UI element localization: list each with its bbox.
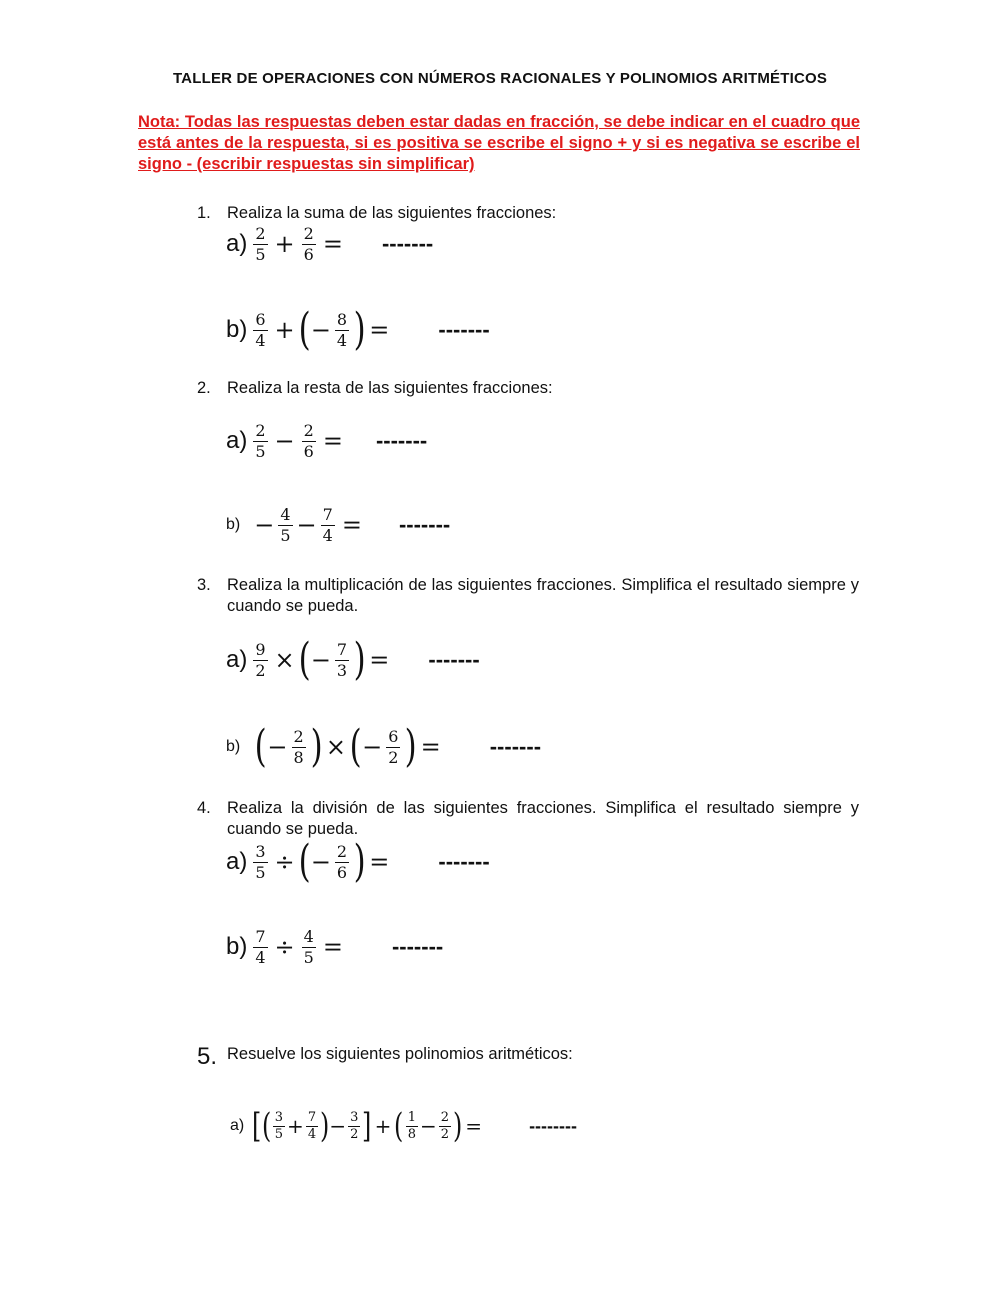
- fraction: $\frac{2}{6}$: [303, 420, 314, 461]
- left-paren: (: [298, 634, 311, 685]
- question-text: Realiza la suma de las siguientes fracciones:: [227, 204, 557, 222]
- answer-blank[interactable]: --------: [529, 1115, 578, 1136]
- fraction: $\frac{6}{2}$: [388, 726, 399, 767]
- question-text: Resuelve los siguientes polinomios aritméticos:: [227, 1045, 573, 1063]
- answer-blank[interactable]: -------: [438, 849, 490, 874]
- exercise-3b: [226, 717, 541, 777]
- question-2: [197, 378, 859, 399]
- equals-sign: =: [322, 427, 343, 455]
- right-paren: ): [453, 1106, 463, 1146]
- operator: ×: [274, 646, 295, 674]
- left-paren: (: [261, 1106, 271, 1146]
- question-5: [197, 1043, 859, 1070]
- operator: −: [419, 1114, 437, 1138]
- equals-sign: =: [322, 933, 343, 961]
- fraction: $\frac{2}{6}$: [303, 223, 314, 264]
- left-paren: (: [394, 1106, 404, 1146]
- question-text: Realiza la multiplicación de las siguientes fracciones. Simplifica el resultado siempre y cuando se pueda.: [227, 576, 859, 615]
- operator: +: [274, 316, 295, 344]
- exercise-2a: [226, 411, 427, 471]
- negative-sign: −: [267, 733, 288, 761]
- exercise-label: a): [226, 848, 248, 875]
- negative-sign: −: [362, 733, 383, 761]
- fraction: $\frac{7}{4}$: [255, 926, 266, 967]
- question-text: Realiza la resta de las siguientes fracciones:: [227, 379, 553, 397]
- answer-blank[interactable]: -------: [438, 317, 490, 342]
- instructions-note: Nota: Todas las respuestas deben estar dadas en fracción, se debe indicar en el cuadro que está antes de la respuesta, si es positiva se escribe el signo + y si es negativa se escribe el signo - (escribir respuestas sin simplificar): [138, 113, 860, 173]
- operator: ÷: [274, 933, 295, 961]
- exercise-2b: [226, 495, 450, 555]
- operator: +: [287, 1114, 304, 1138]
- question-text: Realiza la división de las siguientes fracciones. Simplifica el resultado siempre y cuando se pueda.: [227, 799, 859, 838]
- left-paren: (: [349, 721, 362, 772]
- negative-sign: −: [310, 316, 331, 344]
- fraction: $\frac{7}{3}$: [336, 639, 348, 680]
- exercise-label: b): [226, 516, 241, 533]
- fraction: $\frac{4}{5}$: [303, 926, 314, 967]
- exercise-label: b): [226, 316, 248, 343]
- fraction: $\frac{4}{5}$: [280, 504, 291, 545]
- fraction: $\frac{2}{5}$: [255, 420, 266, 461]
- right-paren: ): [353, 836, 366, 887]
- equals-sign: =: [322, 230, 343, 258]
- equals-sign: =: [369, 848, 390, 876]
- negative-sign: −: [310, 646, 331, 674]
- question-number: 4.: [197, 799, 211, 817]
- question-3: [197, 575, 859, 617]
- fraction: $\frac{3}{5}$: [274, 1109, 284, 1142]
- right-paren: ): [353, 634, 366, 685]
- operator: −: [329, 1114, 347, 1138]
- right-paren: ): [405, 721, 418, 772]
- exercise-1b: [226, 300, 490, 360]
- question-number: 5.: [197, 1043, 218, 1070]
- fraction: $\frac{2}{8}$: [293, 726, 304, 767]
- negative-sign: −: [254, 511, 275, 539]
- fraction: $\frac{7}{4}$: [307, 1109, 317, 1142]
- exercise-3a: [226, 630, 480, 690]
- equals-sign: =: [341, 511, 362, 539]
- equals-sign: =: [465, 1114, 483, 1138]
- operator: −: [274, 427, 295, 455]
- answer-blank[interactable]: -------: [381, 231, 434, 256]
- fraction: $\frac{9}{2}$: [255, 639, 266, 680]
- question-number: 2.: [197, 379, 211, 397]
- exercise-4a: [226, 832, 490, 892]
- answer-blank[interactable]: -------: [398, 512, 451, 537]
- fraction: $\frac{3}{2}$: [350, 1109, 359, 1142]
- right-bracket: ]: [362, 1106, 372, 1146]
- equals-sign: =: [420, 733, 441, 761]
- right-paren: ): [310, 721, 323, 772]
- left-bracket: [: [252, 1106, 262, 1146]
- exercise-5a: [230, 1096, 577, 1156]
- exercise-label: a): [226, 646, 248, 673]
- left-paren: (: [254, 721, 267, 772]
- operator: ×: [325, 733, 346, 761]
- operator: +: [274, 230, 295, 258]
- answer-blank[interactable]: -------: [391, 934, 444, 959]
- right-paren: ): [353, 304, 366, 355]
- exercise-1a: [226, 214, 433, 274]
- answer-blank[interactable]: -------: [375, 428, 428, 453]
- fraction: $\frac{2}{2}$: [440, 1109, 450, 1142]
- operator: +: [374, 1114, 392, 1138]
- fraction: $\frac{3}{5}$: [255, 841, 266, 882]
- fraction: $\frac{1}{8}$: [407, 1109, 416, 1142]
- equals-sign: =: [369, 316, 390, 344]
- equals-sign: =: [369, 646, 390, 674]
- negative-sign: −: [310, 848, 331, 876]
- exercise-4b: [226, 917, 443, 977]
- fraction: $\frac{8}{4}$: [336, 309, 348, 350]
- exercise-label: a): [226, 230, 248, 257]
- exercise-label: a): [230, 1117, 245, 1134]
- left-paren: (: [298, 304, 311, 355]
- fraction: $\frac{2}{5}$: [255, 223, 266, 264]
- worksheet-title: TALLER DE OPERACIONES CON NÚMEROS RACIONALES Y POLINOMIOS ARITMÉTICOS: [172, 70, 828, 87]
- operator: −: [296, 511, 317, 539]
- exercise-label: a): [226, 427, 248, 454]
- fraction: $\frac{7}{4}$: [322, 504, 333, 545]
- answer-blank[interactable]: -------: [428, 647, 480, 672]
- question-number: 3.: [197, 576, 211, 594]
- exercise-label: b): [226, 933, 248, 960]
- fraction: $\frac{2}{6}$: [336, 841, 348, 882]
- exercise-label: b): [226, 738, 241, 755]
- right-paren: ): [320, 1106, 330, 1146]
- question-number: 1.: [197, 204, 211, 222]
- answer-blank[interactable]: -------: [489, 734, 542, 759]
- operator: ÷: [274, 848, 295, 876]
- fraction: $\frac{6}{4}$: [255, 309, 266, 350]
- left-paren: (: [298, 836, 311, 887]
